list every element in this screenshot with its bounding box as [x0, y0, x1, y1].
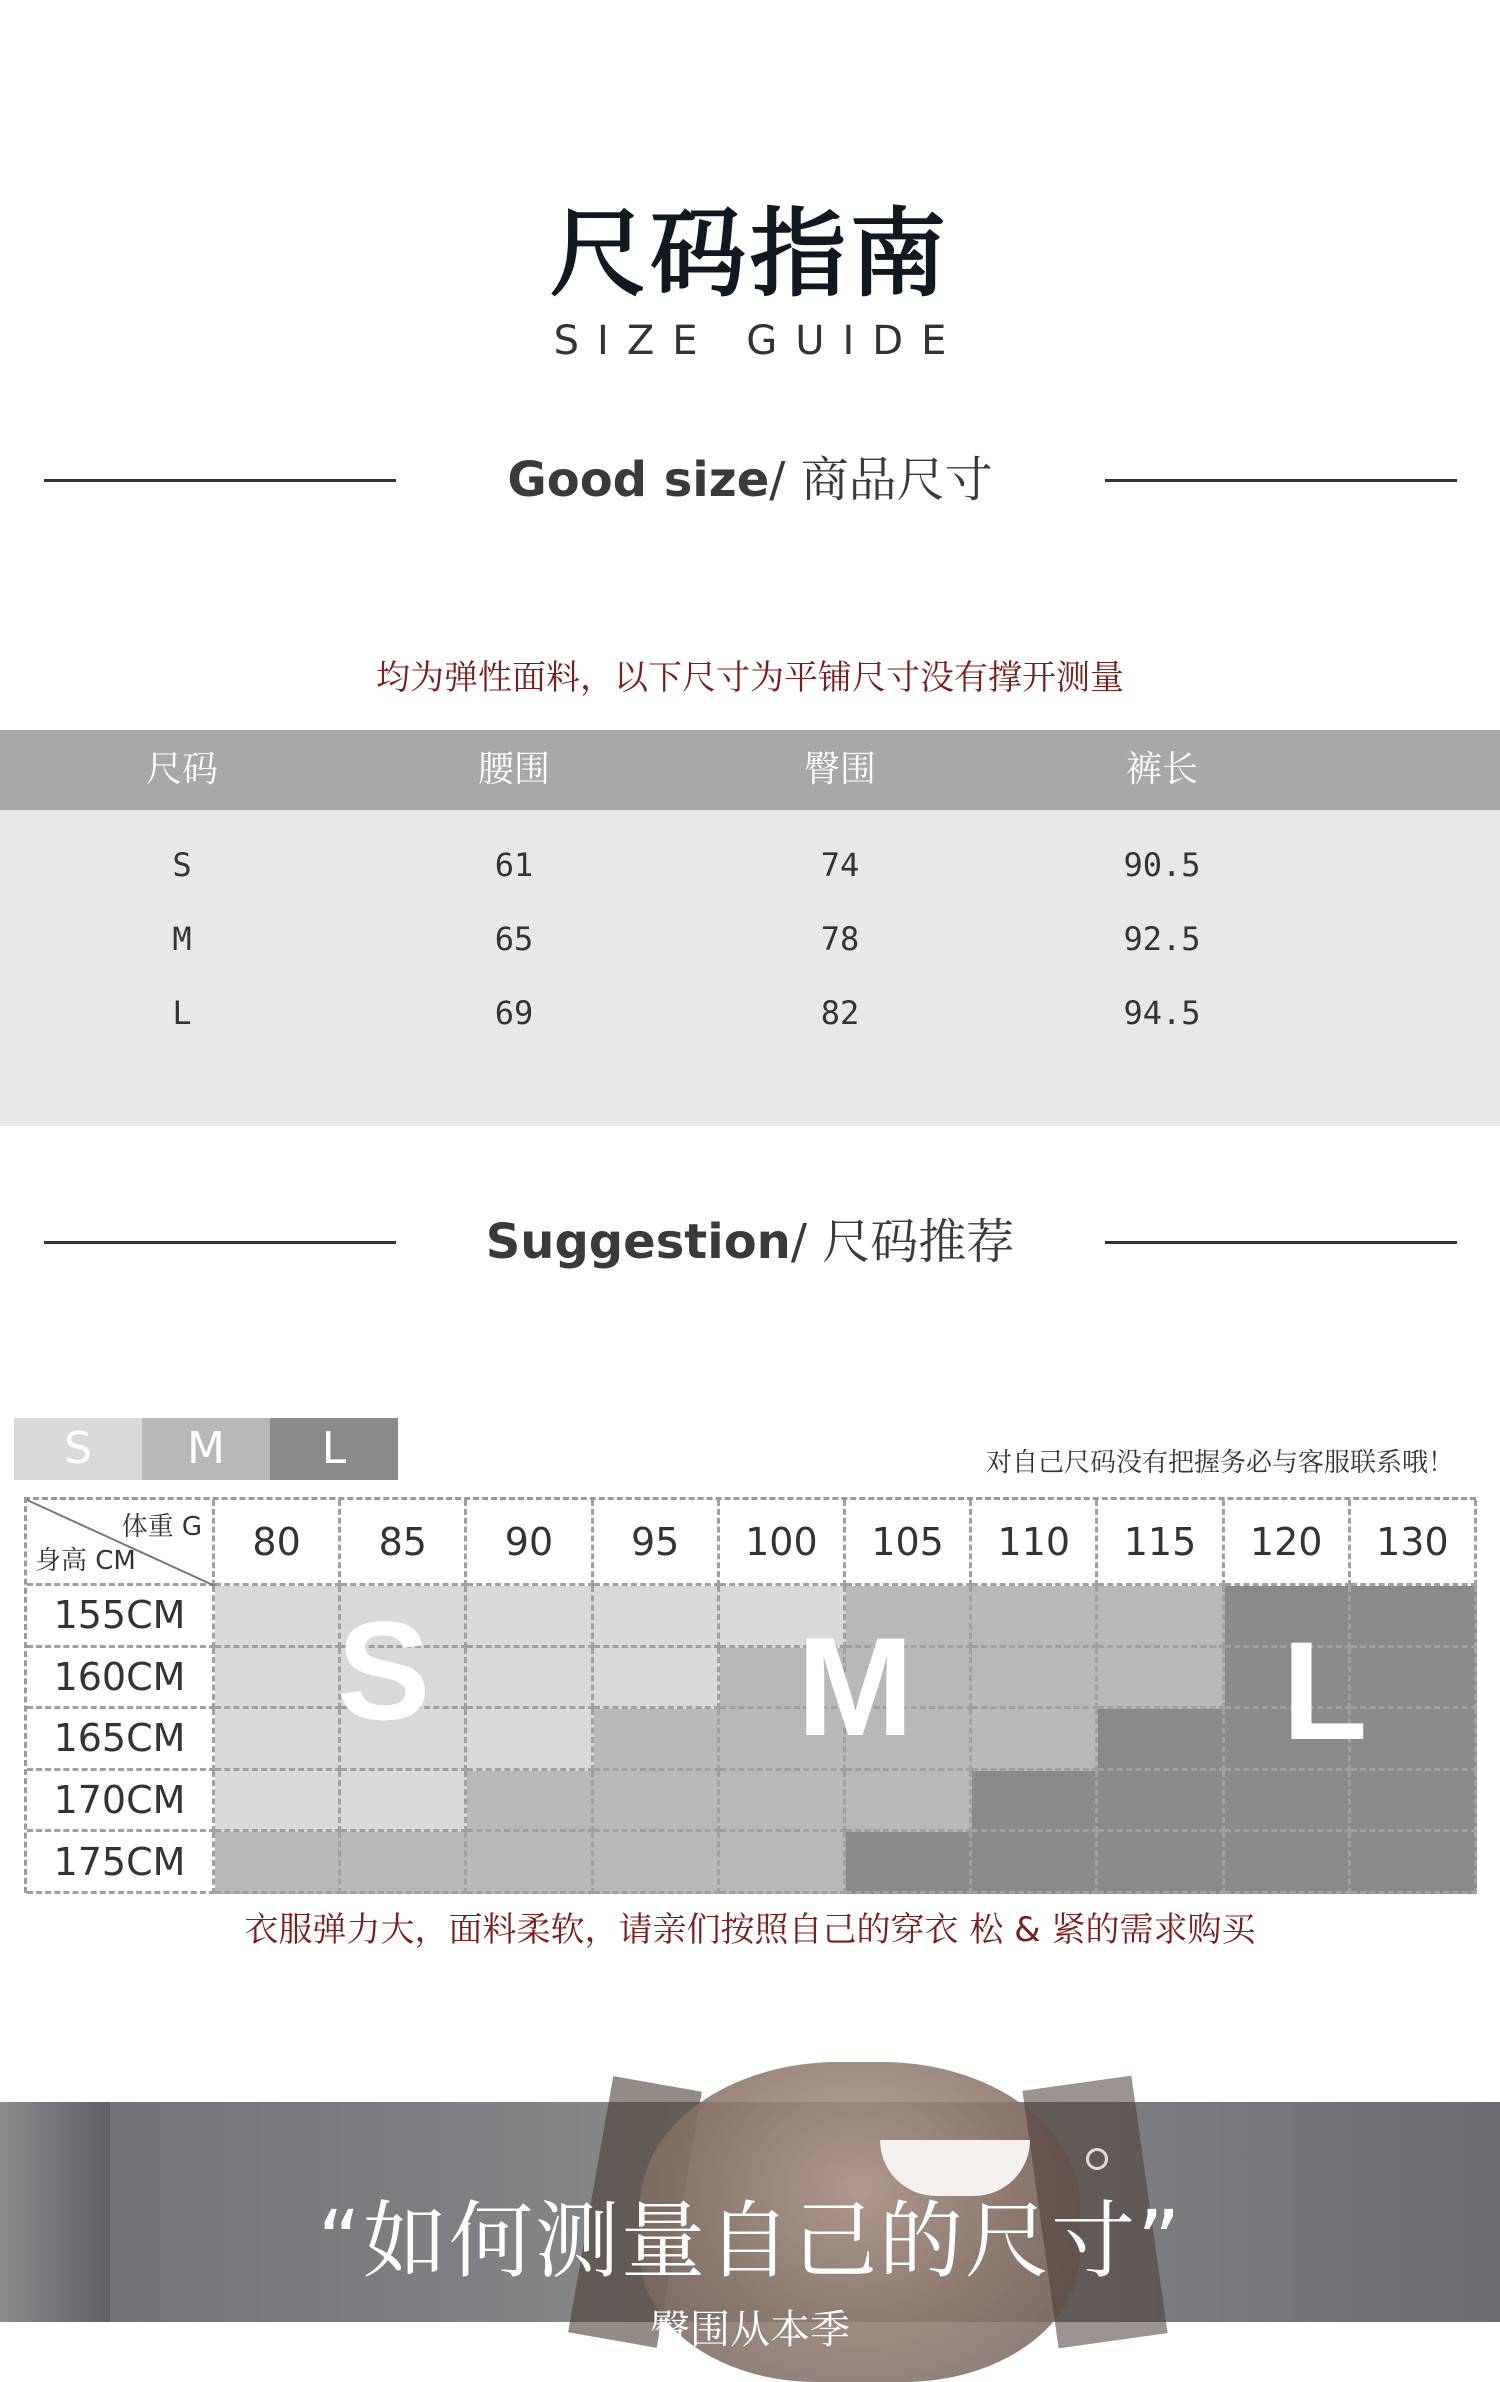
weight-header: 115 [1098, 1500, 1224, 1586]
divider-right [1105, 1241, 1457, 1244]
banner-quote: “如何测量自己的尺寸” [317, 2192, 1183, 2290]
table-cell: 61 [494, 846, 534, 884]
table-row [0, 828, 1500, 902]
table-cell: 65 [494, 920, 534, 958]
grid-cell-m [594, 1709, 720, 1771]
height-label: 170CM [27, 1771, 215, 1833]
grid-cell-l [1351, 1832, 1477, 1894]
grid-cell-s [467, 1586, 593, 1648]
section-header-goods [0, 440, 1500, 520]
big-size-label-s: S [337, 1592, 431, 1749]
height-label: 165CM [27, 1709, 215, 1771]
grid-cell-s [594, 1648, 720, 1710]
table-cell: S [172, 846, 192, 884]
section-label-en: Good size [507, 452, 770, 508]
table-cell: 92.5 [1123, 920, 1201, 958]
weight-header: 110 [972, 1500, 1098, 1586]
corner-height-label: 身高 CM [35, 1546, 136, 1576]
weight-header: 120 [1225, 1500, 1351, 1586]
grid-cell-l [1225, 1832, 1351, 1894]
banner-earring [1086, 2148, 1108, 2170]
header-cell: 裤长 [1125, 749, 1198, 790]
table-cell: 82 [820, 994, 860, 1032]
size-table-header [0, 730, 1500, 810]
grid-cell-s [215, 1586, 341, 1648]
measure-banner [0, 2102, 1500, 2353]
table-cell: 90.5 [1123, 846, 1201, 884]
grid-cell-m [720, 1832, 846, 1894]
header-cell: 尺码 [145, 749, 218, 790]
weight-header: 85 [341, 1500, 467, 1586]
contact-note: 对自己尺码没有把握务必与客服联系哦！ [985, 1448, 1454, 1478]
grid-cell-m [972, 1586, 1098, 1648]
grid-cell-l [1351, 1771, 1477, 1833]
weight-header: 130 [1351, 1500, 1477, 1586]
grid-cell-s [594, 1586, 720, 1648]
grid-cell-l [846, 1832, 972, 1894]
legend-swatch-l: L [270, 1418, 398, 1480]
weight-header: 95 [594, 1500, 720, 1586]
big-size-label-l: L [1282, 1612, 1368, 1769]
grid-corner [27, 1500, 215, 1586]
grid-cell-s [467, 1709, 593, 1771]
elasticity-note: 衣服弹力大，面料柔软，请亲们按照自己的穿衣 松 & 紧的需求购买 [244, 1910, 1256, 1950]
corner-weight-label: 体重 G [121, 1512, 202, 1542]
grid-cell-l [1351, 1709, 1477, 1771]
table-cell: L [172, 994, 192, 1032]
weight-header: 90 [467, 1500, 593, 1586]
grid-cell-s [215, 1771, 341, 1833]
divider-right [1105, 479, 1457, 482]
section-label-cn: / 商品尺寸 [769, 452, 993, 508]
legend-swatch-s: S [14, 1418, 142, 1480]
fabric-note: 均为弹性面料，以下尺寸为平铺尺寸没有撑开测量 [376, 658, 1124, 698]
grid-cell-m [1098, 1648, 1224, 1710]
grid-cell-l [1098, 1709, 1224, 1771]
grid-cell-s [215, 1648, 341, 1710]
section-label-en: Suggestion [485, 1214, 791, 1270]
grid-cell-m [594, 1771, 720, 1833]
grid-cell-m [1098, 1586, 1224, 1648]
big-size-label-m: M [797, 1608, 914, 1765]
grid-cell-s [341, 1771, 467, 1833]
grid-cell-m [467, 1771, 593, 1833]
size-table [0, 730, 1500, 1126]
suggestion-grid [24, 1497, 1476, 1893]
section-label-cn: / 尺码推荐 [790, 1214, 1015, 1270]
grid-cell-l [1098, 1832, 1224, 1894]
table-cell: 69 [494, 994, 534, 1032]
height-label: 175CM [27, 1832, 215, 1894]
grid-cell-s [467, 1648, 593, 1710]
grid-cell-m [341, 1832, 467, 1894]
weight-header: 105 [846, 1500, 972, 1586]
table-cell: M [172, 920, 192, 958]
table-row [0, 902, 1500, 976]
grid-cell-m [467, 1832, 593, 1894]
weight-header: 100 [720, 1500, 846, 1586]
page-subtitle: SIZE GUIDE [553, 318, 965, 364]
banner-subtitle: 臀围从本季 [650, 2307, 850, 2353]
table-cell: 74 [820, 846, 860, 884]
table-cell: 78 [820, 920, 860, 958]
weight-header: 80 [215, 1500, 341, 1586]
section-header-suggestion [0, 1202, 1500, 1282]
grid-cell-l [1351, 1648, 1477, 1710]
grid-cell-s [215, 1709, 341, 1771]
header-cell: 臀围 [803, 749, 876, 790]
height-label: 160CM [27, 1648, 215, 1710]
grid-cell-l [972, 1832, 1098, 1894]
grid-cell-m [215, 1832, 341, 1894]
grid-cell-l [1098, 1771, 1224, 1833]
grid-cell-m [594, 1832, 720, 1894]
grid-cell-m [846, 1771, 972, 1833]
header-cell: 腰围 [477, 749, 550, 790]
grid-cell-m [720, 1771, 846, 1833]
height-label: 155CM [27, 1586, 215, 1648]
table-cell: 94.5 [1123, 994, 1201, 1032]
grid-cell-m [972, 1709, 1098, 1771]
table-row [0, 976, 1500, 1050]
grid-cell-m [972, 1648, 1098, 1710]
grid-cell-l [972, 1771, 1098, 1833]
page-title: 尺码指南 [550, 198, 950, 310]
legend-swatch-m: M [142, 1418, 270, 1480]
grid-cell-l [1225, 1771, 1351, 1833]
grid-cell-l [1351, 1586, 1477, 1648]
